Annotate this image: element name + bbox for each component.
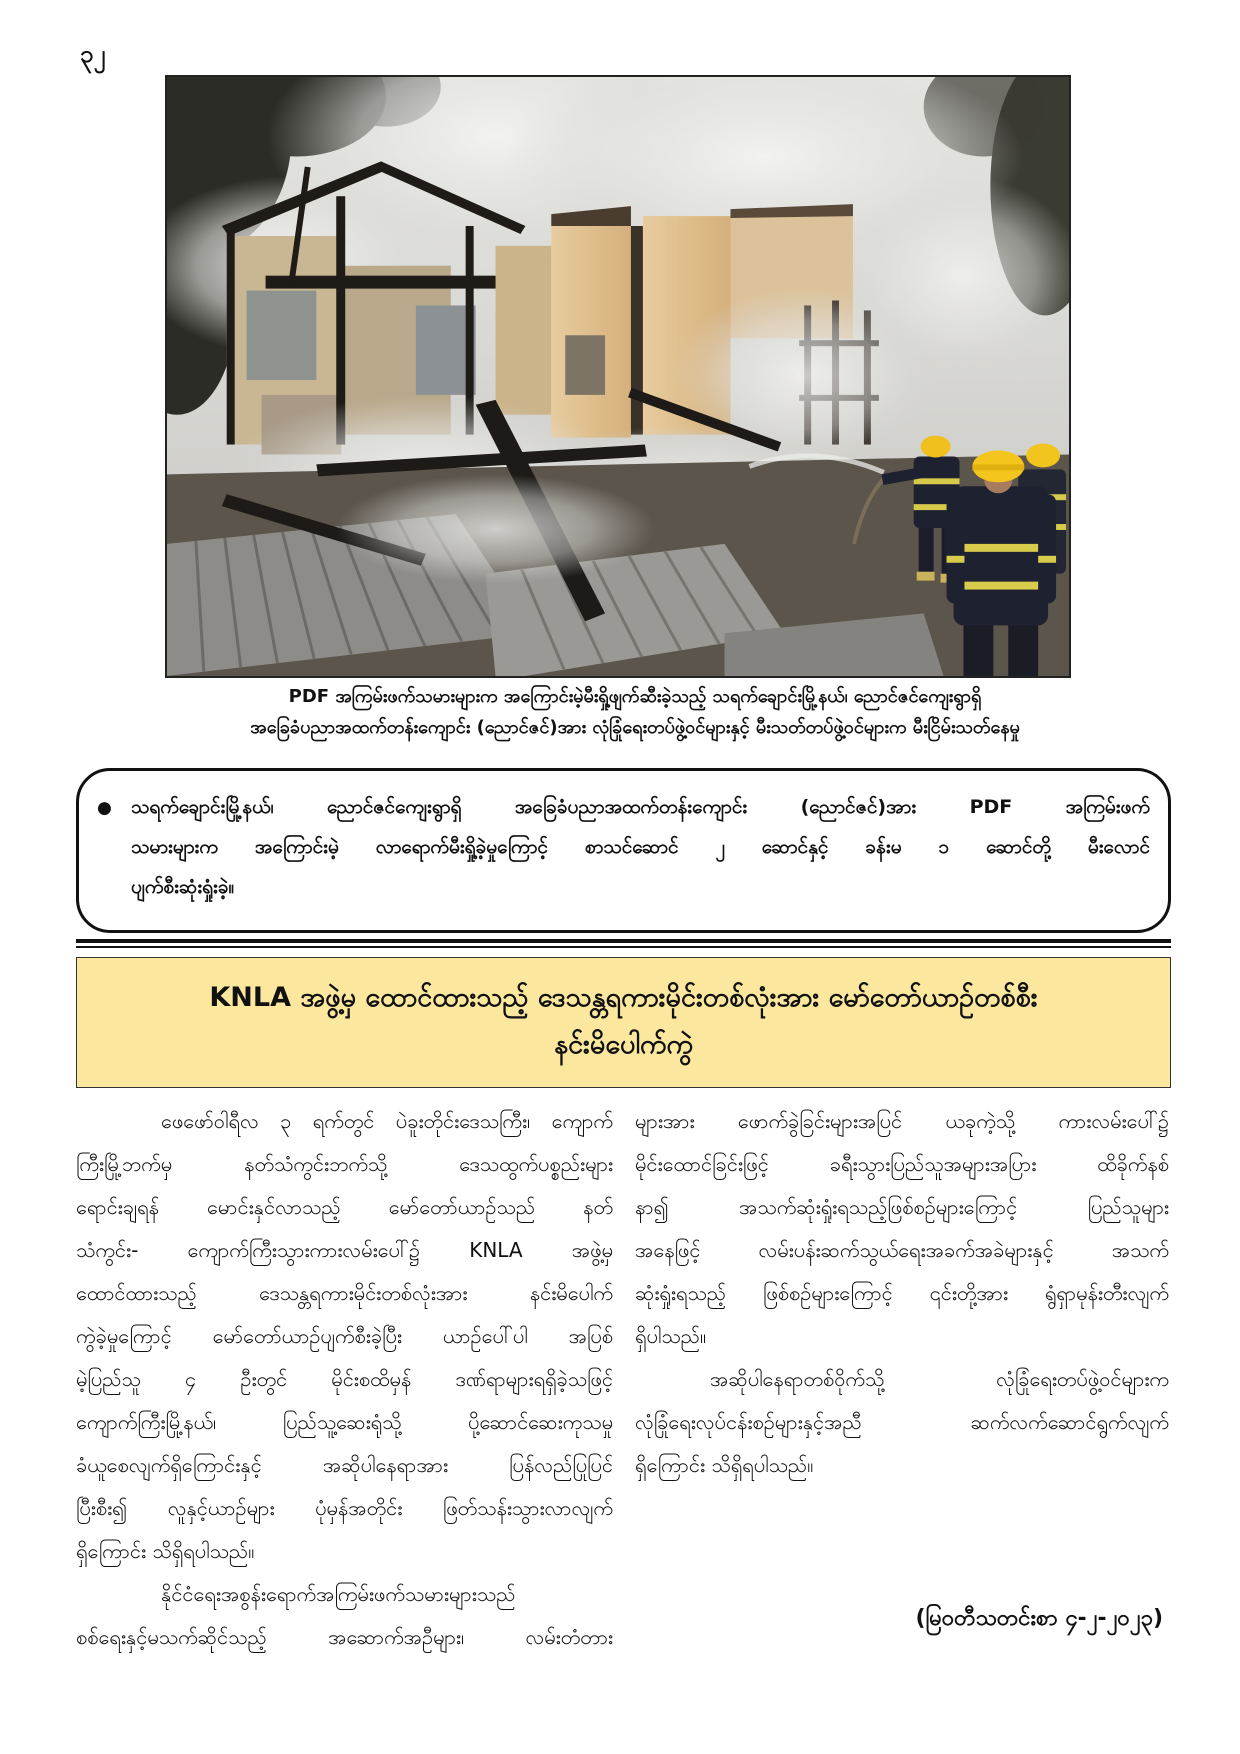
article-line: နိုင်ငံရေးအစွန်းရောက်အကြမ်းဖက်သမားများသည်: [161, 1582, 516, 1606]
summary-box: [76, 768, 1171, 933]
article-paragraph: [76, 1573, 613, 1659]
article-line: များအား ဖောက်ခွဲခြင်းများအပြင် ယခုကဲ့သို့ ကားလမ်းပေါ်၌: [635, 1109, 1169, 1133]
article-source: (မြဝတီသတင်းစာ ၄-၂-၂၀၂၃): [915, 1606, 1163, 1631]
article-line: စစ်ရေးနှင့်မသက်ဆိုင်သည့် အဆောက်အဦများ၊ လမ်းတံတား: [76, 1625, 613, 1649]
summary-line: သမားများက အကြောင်းမဲ့ လာရောက်မီးရှို့ခဲ့မှုကြောင့် စာသင်ဆောင် ၂ ဆောင်နှင့် ခန်းမ ၁ ဆောင်တို့ မီးလောင်: [131, 836, 1150, 858]
article-line: အနေဖြင့် လမ်းပန်းဆက်သွယ်ရေးအခက်အခဲများနှင့် အသက်: [635, 1238, 1169, 1262]
bullet-icon: ●: [97, 798, 112, 818]
headline-box: [76, 957, 1171, 1088]
photo-caption: [150, 681, 1120, 743]
article-line: ရှိကြောင်း သိရှိရပါသည်။: [76, 1539, 255, 1563]
article-column-left: [76, 1100, 613, 1659]
headline-line: နင်းမိပေါက်ကွဲ: [554, 1029, 693, 1060]
article-column-right: [635, 1100, 1169, 1487]
summary-line: သရက်ချောင်းမြို့နယ်၊ ညောင်ဇင်ကျေးရွာရှိ အခြေခံပညာအထက်တန်းကျောင်း (ညောင်ဇင်)အား PDF အကြမ်းဖက်: [131, 796, 1150, 818]
article-line: ရှိကြောင်း သိရှိရပါသည်။: [635, 1453, 814, 1477]
article-line: လုံခြုံရေးလုပ်ငန်းစဉ်များနှင့်အညီ ဆက်လက်ဆောင်ရွက်လျက်: [635, 1410, 1169, 1434]
article-line: ရှိပါသည်။: [635, 1324, 707, 1348]
article-line: ဆုံးရှုံးရသည့် ဖြစ်စဉ်များကြောင့် ၎င်းတို့အား ရွံရှာမုန်းတီးလျက်: [635, 1281, 1169, 1305]
article-paragraph: [635, 1358, 1169, 1487]
article-line: ကြီးမြို့ဘက်မှ နတ်သံကွင်းဘက်သို့ ဒေသထွက်ပစ္စည်းများ: [76, 1152, 613, 1176]
article-line: ကွဲခဲ့မှုကြောင့် မော်တော်ယာဉ်ပျက်စီးခဲ့ပြီး ယာဉ်ပေါ်ပါ အပြစ်: [76, 1324, 613, 1348]
news-photo: [165, 75, 1071, 678]
article-line: ရောင်းချရန် မောင်းနှင်လာသည့် မော်တော်ယာဉ်သည် နတ်: [76, 1195, 613, 1219]
page-number: ၃၂: [80, 40, 106, 68]
article-line: မဲ့ပြည်သူ ၄ ဦးတွင် မိုင်းစထိမှန် ဒဏ်ရာများရရှိခဲ့သဖြင့်: [76, 1367, 613, 1391]
photo-caption-line: PDF အကြမ်းဖက်သမားများက အကြောင်းမဲ့မီးရှို့ဖျက်ဆီးခဲ့သည့် သရက်ချောင်းမြို့နယ်၊ ညောင်ဇင်ကျေးရွာရှိ: [288, 686, 982, 707]
photo-caption-line: အခြေခံပညာအထက်တန်းကျောင်း (ညောင်ဇင်)အား လုံခြုံရေးတပ်ဖွဲ့ဝင်များနှင့် မီးသတ်တပ်ဖွဲ့ဝင်များက မီးငြိမ်းသတ်နေမှု: [250, 717, 1020, 738]
headline-line: KNLA အဖွဲ့မှ ထောင်ထားသည့် ဒေသန္တရကားမိုင်းတစ်လုံးအား မော်တော်ယာဉ်တစ်စီး: [209, 982, 1038, 1013]
summary-line: ပျက်စီးဆုံးရှုံးခဲ့။: [131, 876, 235, 898]
article-line: ထောင်ထားသည့် ဒေသန္တရကားမိုင်းတစ်လုံးအား နင်းမိပေါက်: [76, 1281, 613, 1305]
article-line: နာ၍ အသက်ဆုံးရှုံးရသည့်ဖြစ်စဉ်များကြောင့် ပြည်သူများ: [635, 1195, 1169, 1219]
article-line: ပြီးစီး၍ လူနှင့်ယာဉ်များ ပုံမှန်အတိုင်း ဖြတ်သန်းသွားလာလျက်: [76, 1496, 613, 1520]
article-line: သံကွင်း- ကျောက်ကြီးသွားကားလမ်းပေါ်၌ KNLA အဖွဲ့မှ: [76, 1238, 613, 1262]
summary-text: [131, 787, 1150, 907]
section-divider-thin: [76, 946, 1171, 948]
article-line: ခံယူစေလျက်ရှိကြောင်းနှင့် အဆိုပါနေရာအား ပြန်လည်ပြုပြင်: [76, 1453, 613, 1477]
section-divider: [76, 939, 1171, 943]
article-line: အဆိုပါနေရာတစ်ဝိုက်သို့ လုံခြုံရေးတပ်ဖွဲ့ဝင်များက: [710, 1367, 1169, 1391]
article-line: ဖေဖော်ဝါရီလ ၃ ရက်တွင် ပဲခူးတိုင်းဒေသကြီး၊ ကျောက်: [161, 1109, 613, 1133]
photo-burning-school: [167, 77, 1069, 676]
article-paragraph: [635, 1100, 1169, 1358]
article-line: ကျောက်ကြီးမြို့နယ်၊ ပြည်သူ့ဆေးရုံသို့ ပို့ဆောင်ဆေးကုသမှု: [76, 1410, 613, 1434]
article-line: မိုင်းထောင်ခြင်းဖြင့် ခရီးသွားပြည်သူအများအပြား ထိခိုက်နစ်: [635, 1152, 1169, 1176]
article-paragraph: [76, 1100, 613, 1573]
